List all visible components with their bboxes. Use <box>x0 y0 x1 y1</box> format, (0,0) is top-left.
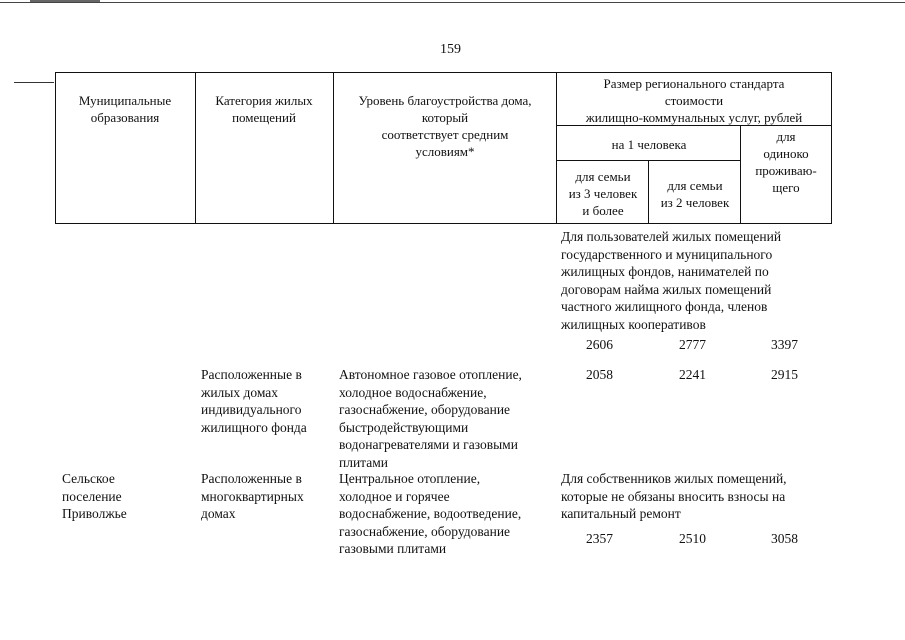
row3-level: Центральное отопление, холодное и горячее водоснабжение, водоотведение, газоснабжение, оборудование газовыми плитами <box>339 471 522 556</box>
header-family-2: для семьи из 2 человек <box>660 178 730 210</box>
row3-note: Для собственников жилых помещений, которые не обязаны вносить взносы на капитальный ремонт <box>561 471 787 521</box>
row2-value-family3: 2058 <box>586 367 613 382</box>
header-municipality: Муниципальные образования <box>78 93 172 125</box>
top-scan-mark <box>30 0 100 2</box>
row2-value-family2: 2241 <box>679 367 706 382</box>
section1-note: Для пользователей жилых помещений государственного и муниципального жилищных фондов, нанимателей по договорам найма жилых помещений частного жилищного фонда, членов жилищных кооперативов <box>561 229 782 332</box>
header-level: Уровень благоустройства дома, который соответствует средним условиям* <box>358 93 532 159</box>
page-number: 159 <box>440 42 461 57</box>
top-border-line <box>0 2 905 3</box>
section1-value-family3: 2606 <box>586 337 613 352</box>
header-standard-size: Размер регионального стандарта стоимости жилищно-коммунальных услуг, рублей <box>585 76 803 125</box>
header-family-3: для семьи из 3 человек и более <box>568 169 638 218</box>
header-single: для одиноко проживаю- щего <box>755 129 817 195</box>
section1-value-family2: 2777 <box>679 337 706 352</box>
row3-value-single: 3058 <box>771 531 798 546</box>
left-margin-tick <box>14 82 54 83</box>
header-per-person: на 1 человека <box>611 137 687 152</box>
row3-value-family2: 2510 <box>679 531 706 546</box>
row3-municipality: Сельское поселение Приволжье <box>62 471 127 521</box>
row2-category: Расположенные в жилых домах индивидуального жилищного фонда <box>201 367 307 435</box>
row3-category: Расположенные в многоквартирных домах <box>201 471 304 521</box>
section1-value-single: 3397 <box>771 337 798 352</box>
header-category: Категория жилых помещений <box>215 93 313 125</box>
row2-value-single: 2915 <box>771 367 798 382</box>
row2-level: Автономное газовое отопление, холодное водоснабжение, газоснабжение, оборудование быстродействующими водонагревателями и газовыми плитами <box>339 367 522 470</box>
row3-value-family3: 2357 <box>586 531 613 546</box>
